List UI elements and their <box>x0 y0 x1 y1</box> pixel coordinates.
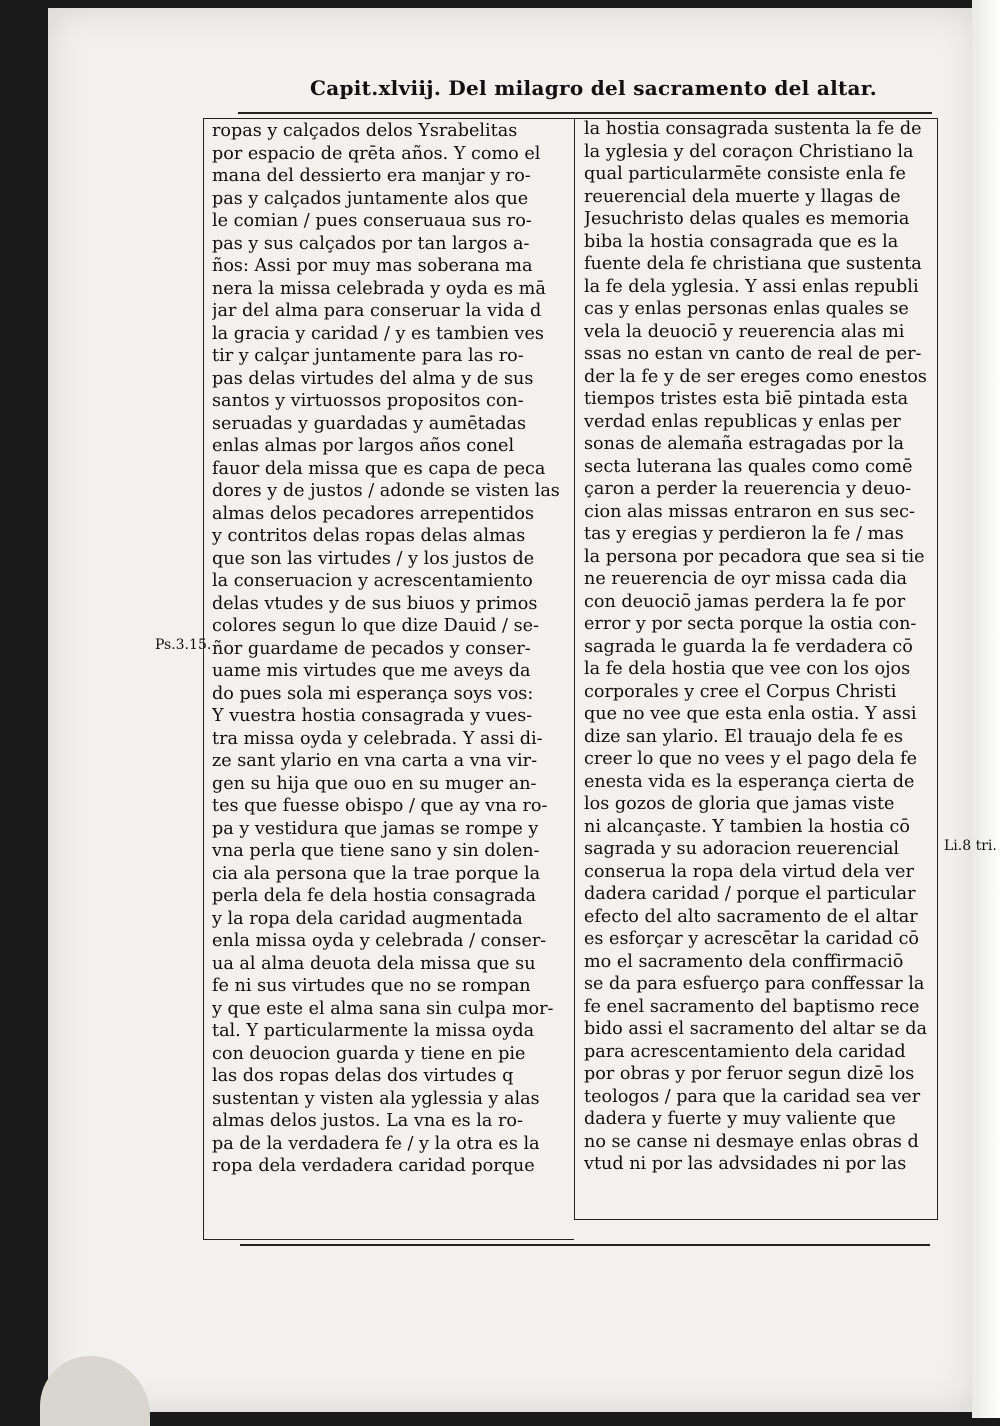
text-line: enlas almas por largos años conel <box>212 436 515 456</box>
text-line: vna perla que tiene sano y sin dolen- <box>212 841 540 861</box>
text-line: tas y eregias y perdieron la fe / mas <box>584 524 904 544</box>
text-line: por espacio de qrēta años. Y como el <box>212 143 541 164</box>
text-line: mana del dessierto era manjar y ro- <box>212 166 531 186</box>
text-line: dadera y fuerte y muy valiente que <box>584 1109 896 1129</box>
adjacent-page-edge <box>972 0 1000 1418</box>
text-line: pa de la verdadera fe / y la otra es la <box>212 1133 540 1154</box>
text-line: secta luterana las quales como comē <box>584 456 913 477</box>
text-line: cia ala persona que la trae porque la <box>212 863 541 884</box>
text-line: fuente dela fe christiana que sustenta <box>584 254 922 274</box>
text-line: uame mis virtudes que me aveys da <box>212 661 531 681</box>
text-line: por obras y por feruor segun dizē los <box>584 1064 915 1084</box>
text-line: es esforçar y acrescētar la caridad cō <box>584 929 920 949</box>
text-line: sonas de alemaña estragadas por la <box>584 434 904 454</box>
text-line: çaron a perder la reuerencia y deuo- <box>584 479 912 499</box>
text-line: gen su hija que ouo en su muger an- <box>212 773 537 794</box>
text-line: tir y calçar juntamente para las ro- <box>212 346 524 366</box>
text-line: dadera caridad / porque el particular <box>584 884 916 904</box>
text-line: tes que fuesse obispo / que ay vna ro- <box>212 796 548 816</box>
text-line: cas y enlas personas enlas quales se <box>584 299 909 319</box>
text-line: vela la deuociō y reuerencia alas mi <box>584 321 905 342</box>
text-line: le comian / pues conseruaua sus ro- <box>212 211 532 231</box>
text-line: dores y de justos / adonde se visten las <box>212 481 560 501</box>
text-line: la yglesia y del coraçon Christiano la <box>584 141 914 162</box>
text-line: conserua la ropa dela virtud dela ver <box>584 861 914 882</box>
text-line: biba la hostia consagrada que es la <box>584 231 899 252</box>
text-line: ni alcançaste. Y tambien la hostia cō <box>584 816 910 837</box>
left-text-column <box>212 120 572 1178</box>
text-line: seruadas y guardadas y aumētadas <box>212 413 526 434</box>
text-line: y la ropa dela caridad augmentada <box>212 908 523 929</box>
text-line: la persona por pecadora que sea si tie <box>584 546 925 567</box>
text-line: con deuocion guarda y tiene en pie <box>212 1043 526 1064</box>
text-line: vtud ni por las advsidades ni por las <box>584 1154 907 1174</box>
right-text-column <box>584 118 932 1176</box>
text-line: nera la missa celebrada y oyda es mā <box>212 278 546 299</box>
text-line: sustentan y visten ala yglessia y alas <box>212 1088 540 1109</box>
text-line: enla missa oyda y celebrada / conser- <box>212 931 547 951</box>
text-line: delas vtudes y de sus biuos y primos <box>212 593 538 614</box>
text-line: para acrescentamiento dela caridad <box>584 1041 906 1062</box>
text-line: almas delos pecadores arrepentidos <box>212 503 535 524</box>
text-line: dize san ylario. El trauajo dela fe es <box>584 726 903 747</box>
text-line: pas y sus calçados por tan largos a- <box>212 233 530 254</box>
text-line: que no vee que esta enla ostia. Y assi <box>584 704 917 724</box>
text-line: Jesuchristo delas quales es memoria <box>584 209 910 229</box>
text-line: efecto del alto sacramento de el altar <box>584 906 918 927</box>
text-line: que son las virtudes / y los justos de <box>212 548 535 569</box>
text-line: fe ni sus virtudes que no se rompan <box>212 976 531 996</box>
text-line: ze sant ylario en vna carta a vna vir- <box>212 751 538 771</box>
text-line: qual particularmēte consiste enla fe <box>584 164 906 184</box>
text-line: las dos ropas delas dos virtudes q <box>212 1066 514 1086</box>
text-line: fauor dela missa que es capa de peca <box>212 458 546 479</box>
text-line: teologos / para que la caridad sea ver <box>584 1086 921 1107</box>
text-line: los gozos de gloria que jamas viste <box>584 794 895 814</box>
text-line: perla dela fe dela hostia consagrada <box>212 886 537 906</box>
text-line: y contritos delas ropas delas almas <box>212 526 526 546</box>
text-line: der la fe y de ser ereges como enestos <box>584 366 927 387</box>
text-line: tiempos tristes esta biē pintada esta <box>584 389 909 409</box>
text-line: Y vuestra hostia consagrada y vues- <box>212 706 533 726</box>
text-line: no se canse ni desmaye enlas obras d <box>584 1131 919 1152</box>
margin-note-right: Li.8 tri. <box>944 838 997 854</box>
text-line: sagrada le guarda la fe verdadera cō <box>584 636 913 657</box>
text-line: verdad enlas republicas y enlas per <box>584 411 901 432</box>
text-line: reuerencial dela muerte y llagas de <box>584 186 901 207</box>
text-line: error y por secta porque la ostia con- <box>584 614 917 634</box>
text-line: ropa dela verdadera caridad porque <box>212 1156 535 1176</box>
text-line: la fe dela yglesia. Y assi enlas republi <box>584 276 919 297</box>
text-line: ua al alma deuota dela missa que su <box>212 953 536 974</box>
text-line: y que este el alma sana sin culpa mor- <box>212 998 554 1019</box>
text-line: la conseruacion y acrescentamiento <box>212 571 533 591</box>
text-line: con deuociō jamas perdera la fe por <box>584 591 906 612</box>
text-line: ropas y calçados delos Ysrabelitas <box>212 121 518 141</box>
text-line: la hostia consagrada sustenta la fe de <box>584 119 922 139</box>
text-line: se da para esfuerço para conffessar la <box>584 974 925 994</box>
text-line: pas y calçados juntamente alos que <box>212 188 529 209</box>
text-line: colores segun lo que dize Dauid / se- <box>212 616 539 636</box>
text-line: ñor guardame de pecados y conser- <box>212 638 531 659</box>
text-line: la fe dela hostia que vee con los ojos <box>584 659 911 679</box>
text-line: santos y virtuossos propositos con- <box>212 391 524 411</box>
text-line: sagrada y su adoracion reuerencial <box>584 839 900 859</box>
text-line: tal. Y particularmente la missa oyda <box>212 1021 535 1041</box>
text-line: creer lo que no vees y el pago dela fe <box>584 749 918 769</box>
text-line: la gracia y caridad / y es tambien ves <box>212 323 544 344</box>
text-line: almas delos justos. La vna es la ro- <box>212 1111 523 1131</box>
text-line: fe enel sacramento del baptismo rece <box>584 996 920 1017</box>
text-line: do pues sola mi esperança soys vos: <box>212 683 534 704</box>
text-line: cion alas missas entraron en sus sec- <box>584 501 915 522</box>
header-rule <box>238 112 932 114</box>
text-line: bido assi el sacramento del altar se da <box>584 1019 928 1039</box>
chapter-header: Capit.xlviij. Del milagro del sacramento del altar. <box>310 76 878 100</box>
text-line: corporales y cree el Corpus Christi <box>584 681 897 702</box>
text-line: pa y vestidura que jamas se rompe y <box>212 818 539 839</box>
text-line: jar del alma para conseruar la vida d <box>212 301 542 321</box>
text-line: ne reuerencia de oyr missa cada dia <box>584 569 907 589</box>
text-line: mo el sacramento dela conffirmaciō <box>584 951 904 972</box>
text-line: pas delas virtudes del alma y de sus <box>212 368 534 389</box>
text-line: enesta vida es la esperança cierta de <box>584 771 915 792</box>
text-line: tra missa oyda y celebrada. Y assi di- <box>212 728 543 749</box>
text-line: ños: Assi por muy mas soberana ma <box>212 256 533 276</box>
bottom-rule <box>240 1244 930 1246</box>
margin-note-left: Ps.3.15. <box>155 637 212 653</box>
text-line: ssas no estan vn canto de real de per- <box>584 344 922 364</box>
